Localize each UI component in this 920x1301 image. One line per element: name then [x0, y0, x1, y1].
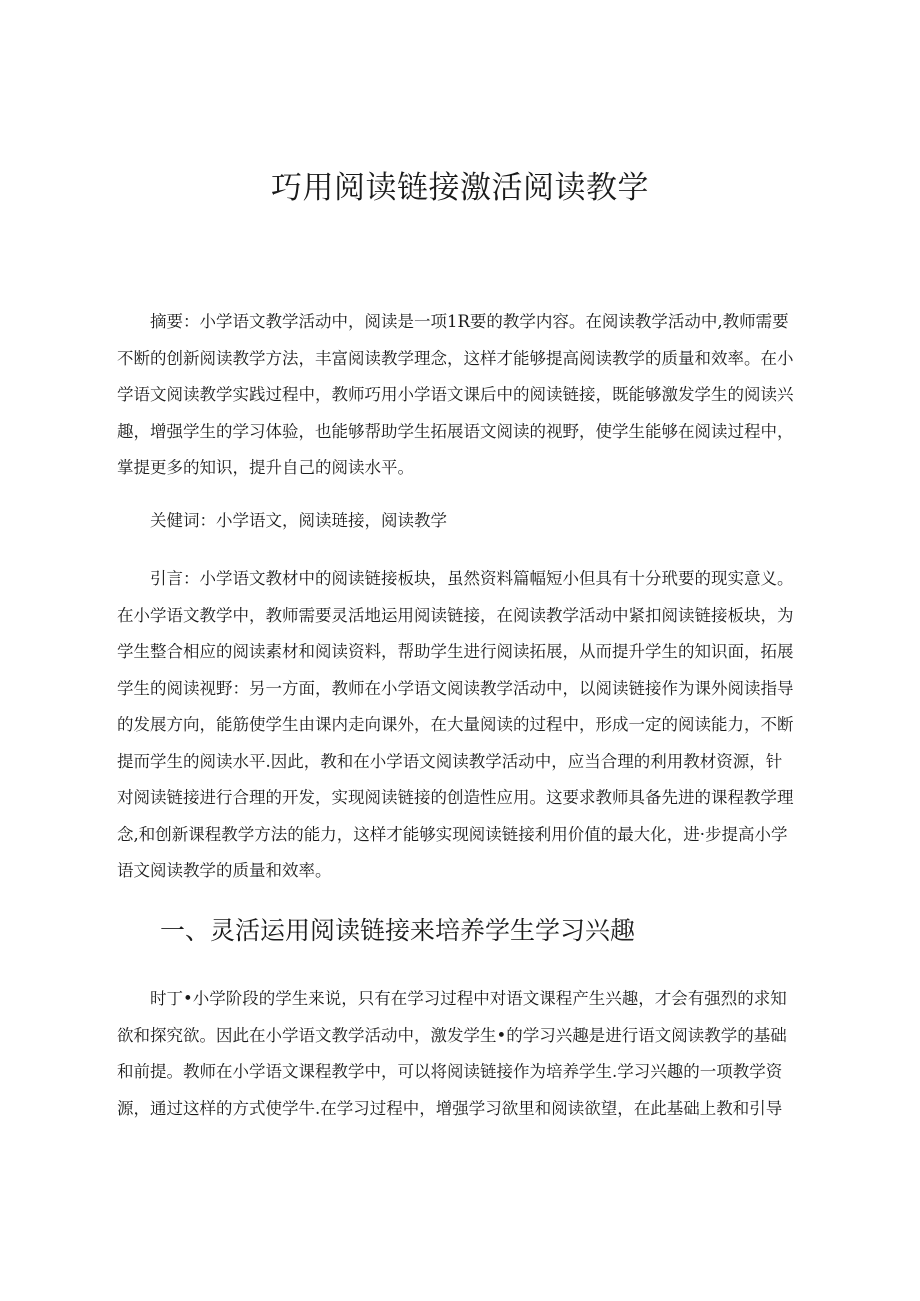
section-heading: 一、灵活运用阅读链接来培养学生学习兴趣: [160, 916, 636, 945]
abstract-line: 摘要：小学语文教学活动中，阅读是一项1R要的教学内容。在阅读教学活动中,教师需要: [150, 312, 789, 331]
intro-line: 提而学生的阅读水平.因此，教和在小学语文阅读教学活动中，应当合理的利用教材资源，针: [117, 751, 783, 771]
section-line: 和前提。教师在小学语文课程教学中，可以将阅读链接作为培养学生.学习兴趣的一项教学资: [117, 1062, 783, 1081]
section-paragraph: [117, 981, 809, 1127]
intro-paragraph: [117, 561, 809, 890]
abstract-line: 趣，增强学生的学习体验，也能够帮助学生拓展语文阅读的视野，使学生能够在阅读过程中，: [117, 421, 794, 441]
abstract-paragraph: [117, 304, 809, 487]
intro-line: 引言：小学语文教材中的阅读链接板块，虽然资料篇幅短小但具有十分玳要的现实意义。: [150, 569, 794, 588]
keywords-line: 关健词：小学语文，阅读琏接，阅读教学: [150, 511, 447, 530]
abstract-line: 不断的创新阅读教学方法，丰富阅读教学理念，这样才能够提高阅读教学的质量和效率。在小: [117, 348, 794, 368]
abstract-line: 掌提更多的知识，提升自己的阅读水平。: [117, 458, 414, 477]
keywords-paragraph: [117, 503, 809, 540]
intro-line: 对阅读链接进行合理的开发，实现阅读链接的创造性应用。这要求教师具备先进的课程教学理: [117, 788, 794, 807]
intro-line: 在小学语文教学中，教师需要灵活地运用阅读链接，在阅读教学活动中紧扣阅读链接板块，为: [117, 605, 794, 625]
section-line: 欲和探究欲。因此在小学语文教学活动中，激发学生•的学习兴趣是进行语文阅读教学的基础: [117, 1025, 787, 1045]
intro-line: 学生整合相应的阅读素材和阅读资料，帮助学生进行阅读拓展，从而提升学生的知识面，拓展: [117, 642, 794, 661]
intro-line: 学生的阅读视野：另一方面，教师在小学语文阅读教学活动中，以阅读链接作为课外阅读指导: [117, 678, 794, 698]
document-title: 巧用阅读链接激活阅读教学: [271, 170, 649, 206]
intro-line: 语文阅读教学的质量和效率。: [117, 861, 332, 880]
section-line: 源，通过这样的方式使学牛.在学习过程中，增强学习欲里和阅读欲望，在此基础上教和引导: [117, 1098, 783, 1118]
abstract-line: 学语文阅读教学实践过程中，教师巧用小学语文课后中的阅读链接，既能够激发学生的阅读兴: [117, 385, 794, 404]
intro-line: 的发展方向，能筋使学生由课内走向课外，在大量阅读的过程中，形成一定的阅读能力，不断: [117, 715, 794, 734]
section-line: 时丁•小学阶段的学生来说，只有在学习过程中对语文课程产生兴趣，才会有强烈的求知: [150, 989, 787, 1008]
intro-line: 念,和创新课程教学方法的能力，这样才能够实现阅读链接利用价值的最大化，进·步提高小学: [117, 824, 788, 844]
